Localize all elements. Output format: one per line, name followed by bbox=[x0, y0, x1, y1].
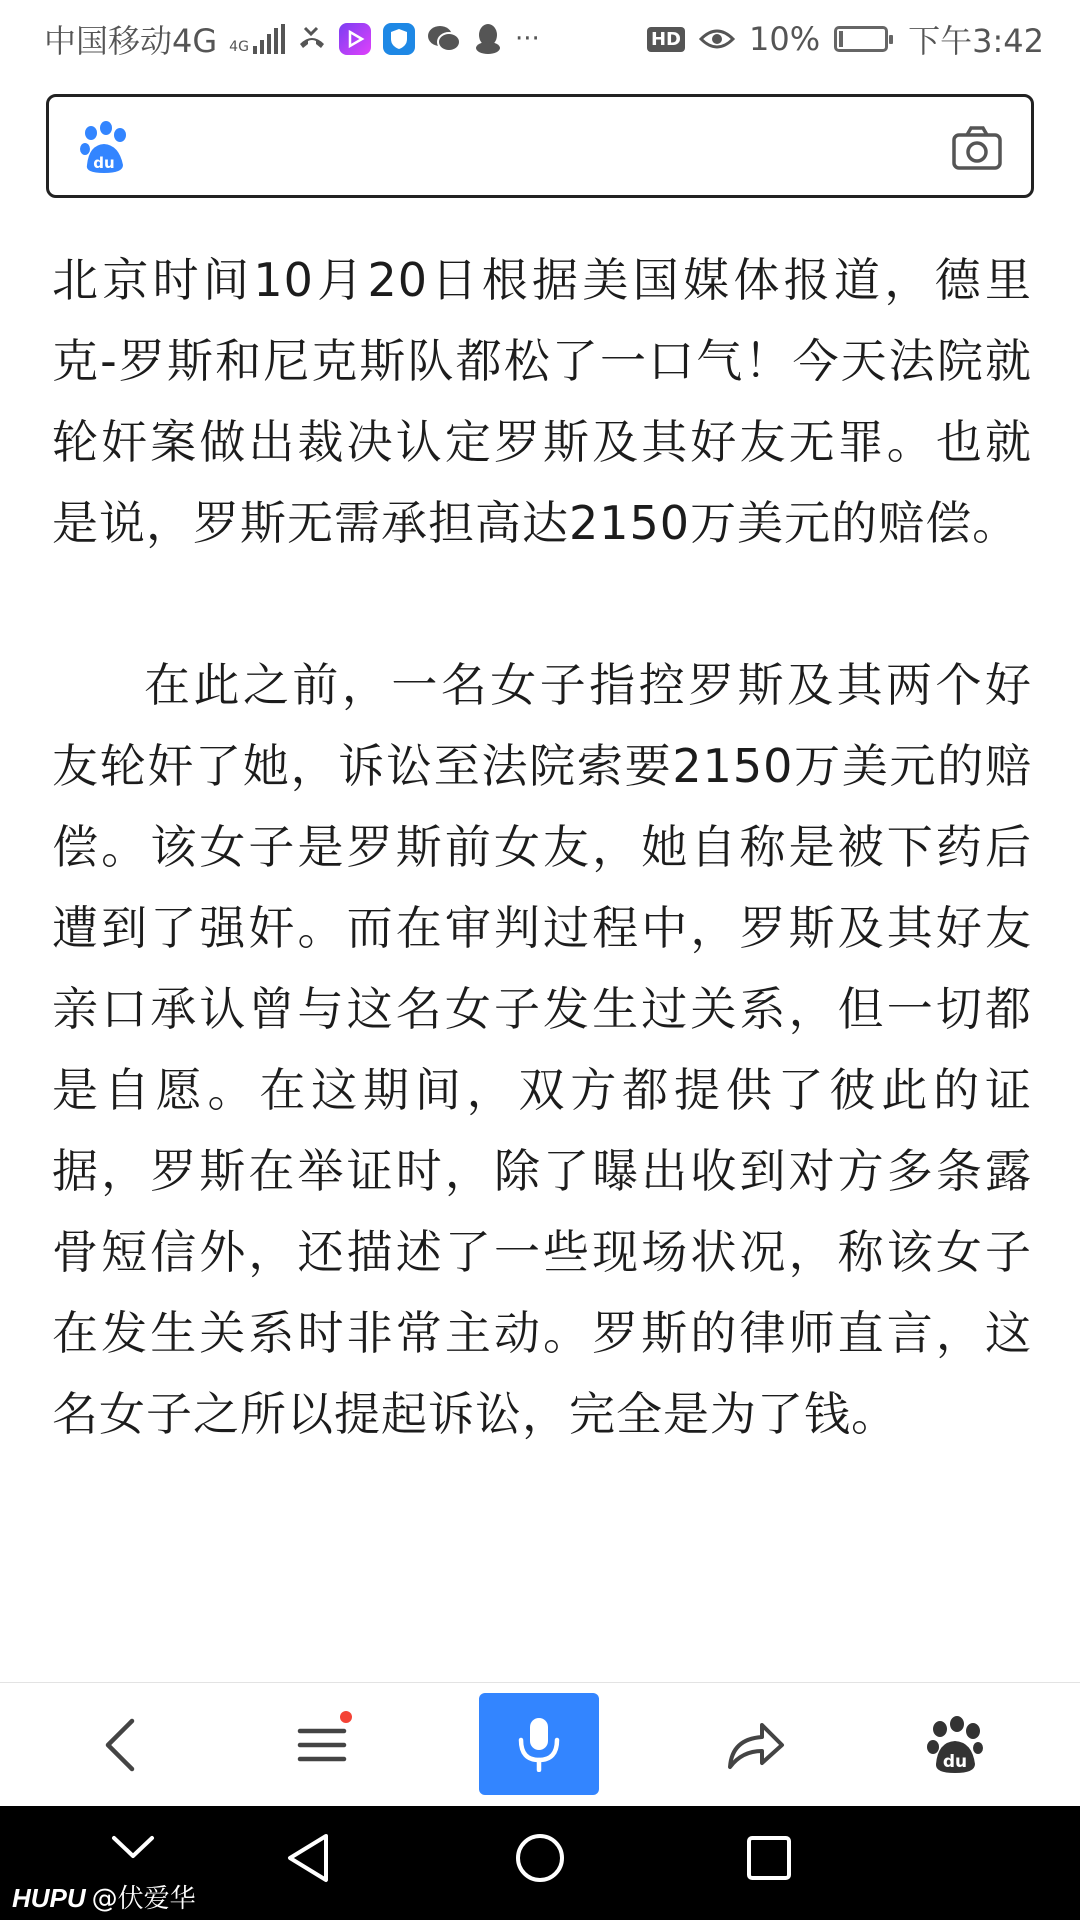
watermark bbox=[12, 1878, 196, 1915]
missed-call-icon bbox=[297, 24, 327, 54]
share-icon bbox=[726, 1717, 786, 1773]
chevron-down-icon bbox=[110, 1832, 156, 1862]
eye-icon bbox=[699, 26, 735, 52]
wechat-icon bbox=[427, 24, 461, 54]
status-bar bbox=[0, 0, 1080, 76]
battery-icon bbox=[834, 26, 888, 52]
baidu-paw-icon[interactable] bbox=[79, 121, 129, 175]
baidu-home-button[interactable] bbox=[905, 1683, 1005, 1807]
collapse-nav-button[interactable] bbox=[110, 1832, 156, 1866]
baidu-logo-text: du bbox=[93, 154, 115, 172]
battery-percent: 10% bbox=[749, 20, 821, 58]
qq-icon bbox=[473, 22, 503, 56]
nav-home-button[interactable] bbox=[514, 1832, 566, 1888]
menu-button[interactable] bbox=[272, 1683, 372, 1807]
hd-badge: HD bbox=[647, 27, 685, 52]
nav-recents-button[interactable] bbox=[745, 1834, 793, 1886]
notification-dot bbox=[340, 1711, 352, 1723]
back-button[interactable] bbox=[70, 1683, 170, 1807]
nav-back-button[interactable] bbox=[284, 1832, 332, 1888]
share-button[interactable] bbox=[706, 1683, 806, 1807]
triangle-back-icon bbox=[284, 1832, 332, 1884]
network-type-label: 4G bbox=[229, 39, 249, 55]
clock: 下午3:42 bbox=[908, 22, 1044, 60]
menu-icon bbox=[294, 1717, 350, 1773]
watermark-user: @伏爱华 bbox=[91, 1884, 196, 1914]
circle-home-icon bbox=[514, 1832, 566, 1884]
back-icon bbox=[100, 1717, 140, 1773]
article-paragraph: 在此之前，一名女子指控罗斯及其两个好友轮奸了她，诉讼至法院索要2150万美元的赔偿。该女子是罗斯前女友，她自称是被下药后遭到了强奸。而在审判过程中，罗斯及其好友亲口承认曾与这名女子发生过关系，但一切都是自愿。在这期间，双方都提供了彼此的证据，罗斯在举证时，除了曝出收到对方多条露骨短信外，还描述了一些现场状况，称该女子在发生关系时非常主动。罗斯的律师直言，这名女子之所以提起诉讼，完全是为了钱。 bbox=[52, 658, 1032, 1441]
browser-toolbar bbox=[0, 1682, 1080, 1807]
square-recents-icon bbox=[745, 1834, 793, 1882]
watermark-brand: HUPU bbox=[12, 1883, 86, 1913]
camera-icon[interactable] bbox=[951, 125, 1003, 171]
article-paragraph: 北京时间10月20日根据美国媒体报道，德里克-罗斯和尼克斯队都松了一口气！今天法院就轮奸案做出裁决认定罗斯及其好友无罪。也就是说，罗斯无需承担高达2150万美元的赔偿。 bbox=[52, 253, 1032, 550]
signal-icon bbox=[229, 24, 285, 54]
more-notifications-icon: ··· bbox=[514, 24, 540, 54]
shield-app-icon bbox=[383, 23, 415, 55]
voice-search-button[interactable] bbox=[479, 1693, 599, 1795]
article-body bbox=[52, 240, 1032, 1455]
baidu-paw-icon bbox=[927, 1716, 983, 1774]
video-app-icon bbox=[339, 23, 371, 55]
paw-text: du bbox=[942, 1752, 968, 1772]
search-bar[interactable] bbox=[46, 94, 1034, 198]
carrier-label: 中国移动4G bbox=[44, 22, 218, 60]
microphone-icon bbox=[517, 1716, 561, 1772]
